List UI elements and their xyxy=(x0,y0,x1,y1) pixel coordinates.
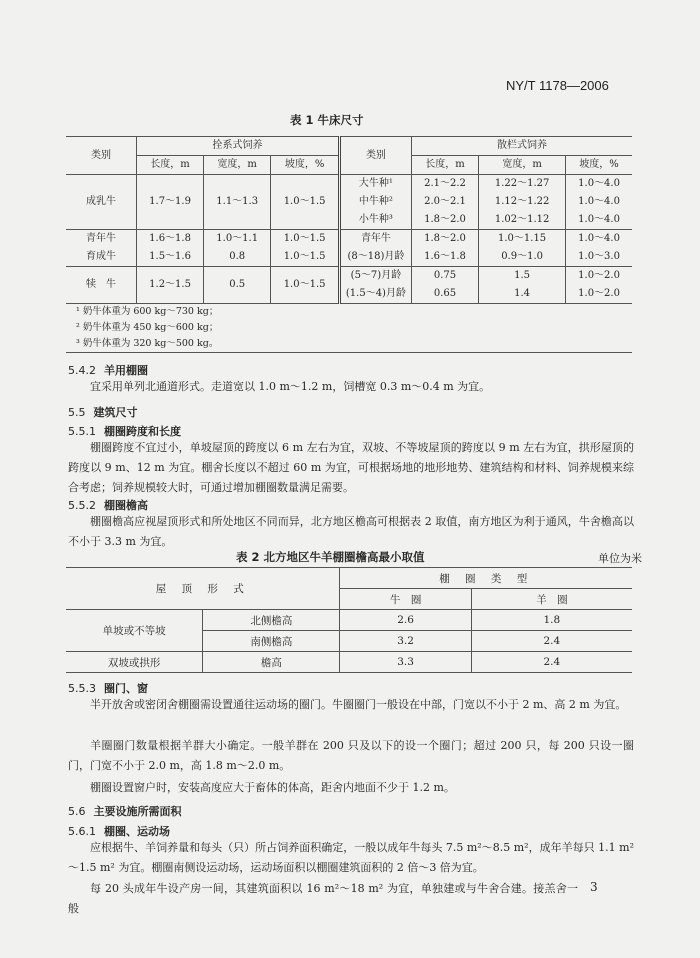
section-title: 棚圈檐高 xyxy=(104,499,148,512)
t1-note-2: ² 奶牛体重为 450 kg～600 kg； xyxy=(76,322,219,333)
t1-note-1: ¹ 奶牛体重为 600 kg～730 kg； xyxy=(66,304,632,321)
section-number: 5.5.2 xyxy=(68,499,96,512)
t1-cell: 2.0～2.1 xyxy=(411,193,478,211)
t1-cell: 1.0～1.5 xyxy=(271,267,340,304)
t1-cell: 1.5～1.6 xyxy=(137,248,204,267)
t1-cell: 1.0～4.0 xyxy=(566,230,632,249)
t2-cell: 单坡或不等坡 xyxy=(66,610,203,652)
t1-cell: 1.6～1.8 xyxy=(137,230,204,249)
t1-cell: 0.8 xyxy=(204,248,271,267)
t2-cell: 2.4 xyxy=(471,652,632,673)
t1-right-category-header: 类别 xyxy=(339,137,411,175)
t1-left-col-slope: 坡度，% xyxy=(271,156,340,175)
t1-cell: (5～7)月龄 xyxy=(339,267,411,286)
t2-cell: 3.2 xyxy=(340,631,471,652)
section-title: 羊用棚圈 xyxy=(104,364,148,377)
section-number: 5.5 xyxy=(68,406,86,419)
table-row xyxy=(66,175,632,194)
t1-cell: 成乳牛 xyxy=(66,175,137,230)
t1-cell: 1.0～1.5 xyxy=(271,175,340,230)
section-title: 棚圈、运动场 xyxy=(104,825,170,838)
t1-cell: 0.75 xyxy=(411,267,478,286)
paragraph: 每 20 头成年牛设产房一间，其建筑面积以 16 m²～18 m² 为宜，单独建或与牛舍合建。接羔舍一般 xyxy=(68,882,578,915)
t1-cell: 1.2～1.5 xyxy=(137,267,204,304)
t1-cell: 犊 牛 xyxy=(66,267,137,304)
paragraph: 棚圈檐高应视屋顶形式和所处地区不同而异，北方地区檐高可根据表 2 取值，南方地区为利于通风，牛舍檐高以不小于 3.3 m 为宜。 xyxy=(68,515,634,548)
t1-cell: 1.0～4.0 xyxy=(566,175,632,194)
t1-cell: 1.8～2.0 xyxy=(411,230,478,249)
t1-cell: 0.5 xyxy=(204,267,271,304)
t2-cell: 3.3 xyxy=(340,652,471,673)
paragraph: 羊圈圈门数量根据羊群大小确定。一般羊群在 200 只及以下的设一个圈门；超过 200 只，每 200 只设一圈门，门宽不小于 2.0 m，高 1.8 m～2.0 m。 xyxy=(68,739,634,772)
t1-left-category-header: 类别 xyxy=(66,137,137,175)
t1-cell: 1.02～1.12 xyxy=(479,211,566,230)
t1-cell: 青年牛 xyxy=(339,230,411,249)
section-title: 建筑尺寸 xyxy=(93,406,138,419)
table-row xyxy=(66,610,632,631)
t1-cell: 1.4 xyxy=(479,285,566,304)
section-title: 主要设施所需面积 xyxy=(93,805,182,818)
section-title: 圈门、窗 xyxy=(104,682,148,695)
paragraph: 宜采用单列北通道形式。走道宽以 1.0 m～1.2 m，饲槽宽 0.3 m～0.4 m 为宜。 xyxy=(90,380,491,393)
t1-cell: 1.7～1.9 xyxy=(137,175,204,230)
t1-cell: 1.0～1.5 xyxy=(271,230,340,249)
table-note xyxy=(66,304,632,321)
t2-type-header: 棚 圈 类 型 xyxy=(340,568,632,589)
t1-right-col-slope: 坡度，% xyxy=(566,156,632,175)
section-heading xyxy=(68,497,148,513)
section-number: 5.5.3 xyxy=(68,682,96,695)
t2-cow-header: 牛 圈 xyxy=(340,589,471,610)
table-row xyxy=(66,267,632,286)
table-note xyxy=(66,320,632,336)
t1-cell: 1.0～1.1 xyxy=(204,230,271,249)
table2-unit: 单位为米 xyxy=(598,552,642,565)
t2-cell: 1.8 xyxy=(471,610,632,631)
t2-cell: 北侧檐高 xyxy=(203,610,340,631)
standard-code: NY/T 1178—2006 xyxy=(506,78,609,93)
t2-cell: 檐高 xyxy=(203,652,340,673)
table1-bed-size xyxy=(66,136,632,353)
table1-caption: 表 1 牛床尺寸 xyxy=(290,113,364,127)
t1-cell: 2.1～2.2 xyxy=(411,175,478,194)
t1-cell: 1.6～1.8 xyxy=(411,248,478,267)
section-title: 棚圈跨度和长度 xyxy=(104,425,181,438)
t1-cell: 1.0～2.0 xyxy=(566,267,632,286)
t2-cell: 南侧檐高 xyxy=(203,631,340,652)
t1-right-col-length: 长度，m xyxy=(411,156,478,175)
t1-note-3: ³ 奶牛体重为 320 kg～500 kg。 xyxy=(66,336,632,353)
page-number: 3 xyxy=(590,880,598,894)
t1-cell: 1.0～2.0 xyxy=(566,285,632,304)
section-heading xyxy=(68,362,148,378)
t1-cell: 1.12～1.22 xyxy=(479,193,566,211)
section-number: 5.5.1 xyxy=(68,425,96,438)
section-number: 5.6 xyxy=(68,805,86,818)
paragraph: 棚圈跨度不宜过小，单坡屋顶的跨度以 6 m 左右为宜，双坡、不等坡屋顶的跨度以 9 m 左右为宜，拱形屋顶的跨度以 9 m、12 m 为宜。棚舍长度以不超过 60 m 为宜，可根据场地的地形地势、建筑结构和材料、饲养规模来综合考虑；饲养规模较大时，可通过增加棚圈数量满足需要。 xyxy=(68,441,634,494)
section-number: 5.6.1 xyxy=(68,825,96,838)
t1-cell: 1.0～4.0 xyxy=(566,211,632,230)
t1-cell: 0.65 xyxy=(411,285,478,304)
section-heading xyxy=(68,680,148,696)
paragraph: 应根据牛、羊饲养量和每头（只）所占饲养面积确定，一般以成年牛每头 7.5 m²～8.5 m²，成年羊每只 1.1 m²～1.5 m² 为宜。棚圈南侧设运动场，运动场面积以棚圈建筑面积的 2 倍～3 倍为宜。 xyxy=(68,841,634,874)
table-note xyxy=(66,336,632,353)
t1-left-group-header: 拴系式饲养 xyxy=(137,137,340,156)
section-number: 5.4.2 xyxy=(68,364,96,377)
t1-cell: 1.22～1.27 xyxy=(479,175,566,194)
paragraph: 棚圈设置窗户时，安装高度应大于畜体的体高，距舍内地面不少于 1.2 m。 xyxy=(90,781,455,794)
table-row xyxy=(66,248,632,267)
paragraph: 半开放舍或密闭舍棚圈需设置通往运动场的圈门。牛圈圈门一般设在中部，门宽以不小于 2 m、高 2 m 为宜。 xyxy=(90,698,627,711)
t1-cell: 1.0～1.5 xyxy=(271,248,340,267)
t2-sheep-header: 羊 圈 xyxy=(471,589,632,610)
t1-right-group-header: 散栏式饲养 xyxy=(411,137,632,156)
t1-cell: 小牛种³ xyxy=(339,211,411,230)
t1-cell: 青年牛 xyxy=(66,230,137,249)
t2-cell: 2.6 xyxy=(340,610,471,631)
t1-cell: (1.5～4)月龄 xyxy=(339,285,411,304)
table-row xyxy=(66,652,632,673)
t1-cell: 1.0～3.0 xyxy=(566,248,632,267)
section-heading xyxy=(68,823,170,839)
t2-roof-header: 屋 顶 形 式 xyxy=(66,568,340,610)
t1-cell: 中牛种² xyxy=(339,193,411,211)
section-heading xyxy=(68,423,181,439)
t1-left-col-length: 长度，m xyxy=(137,156,204,175)
t2-cell: 双坡或拱形 xyxy=(66,652,203,673)
t1-cell: 1.5 xyxy=(479,267,566,286)
t1-left-col-width: 宽度，m xyxy=(204,156,271,175)
t1-cell: 1.1～1.3 xyxy=(204,175,271,230)
section-heading xyxy=(68,803,182,819)
t1-cell: (8～18)月龄 xyxy=(339,248,411,267)
table2-eave-height xyxy=(66,567,632,673)
t1-cell: 1.0～1.15 xyxy=(479,230,566,249)
t2-cell: 2.4 xyxy=(471,631,632,652)
t1-cell: 育成牛 xyxy=(66,248,137,267)
t1-cell: 0.9～1.0 xyxy=(479,248,566,267)
t1-cell: 大牛种¹ xyxy=(339,175,411,194)
t1-cell: 1.0～4.0 xyxy=(566,193,632,211)
t1-right-col-width: 宽度，m xyxy=(479,156,566,175)
table-row xyxy=(66,230,632,249)
section-heading xyxy=(68,404,138,420)
t1-cell: 1.8～2.0 xyxy=(411,211,478,230)
table2-caption: 表 2 北方地区牛羊棚圈檐高最小取值 xyxy=(236,550,425,564)
